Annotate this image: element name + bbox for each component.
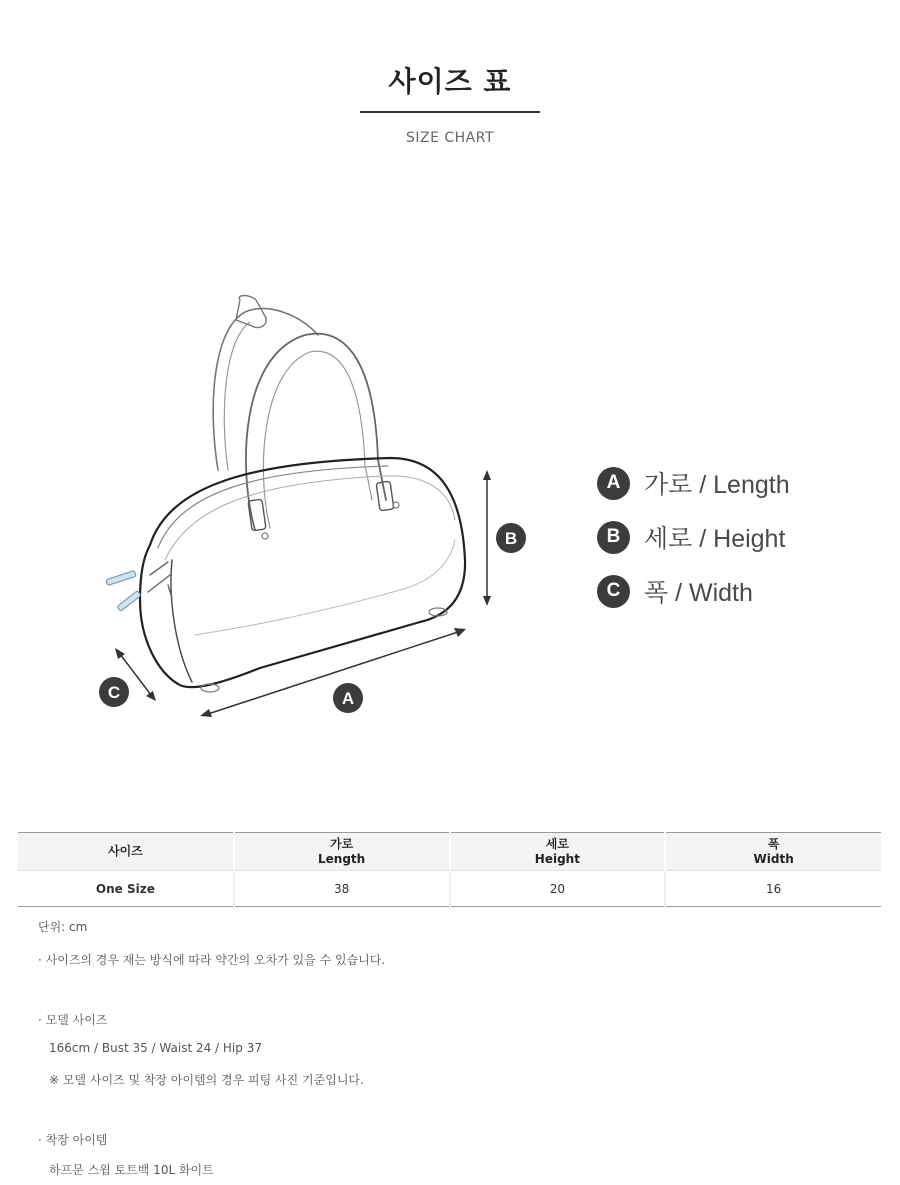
width-arrowhead-bottom <box>146 691 156 701</box>
header-height <box>450 833 666 871</box>
front-handle-inner <box>263 351 372 528</box>
unit-note: 단위: cm <box>38 920 88 934</box>
handle-tab <box>236 296 266 328</box>
zipper-pull-2 <box>148 575 170 592</box>
header-width-ko: 폭 <box>767 836 780 851</box>
header-length <box>234 833 450 871</box>
cell-width: 16 <box>665 871 881 907</box>
rivet-left <box>262 533 268 539</box>
bag-front-curve <box>195 540 455 635</box>
header-length-en: Length <box>318 851 366 866</box>
bag-body <box>140 458 465 687</box>
dimension-legend <box>597 456 790 618</box>
header-length-ko: 가로 <box>330 836 354 851</box>
badge-c-label: C <box>107 683 121 702</box>
model-size-value: 166cm / Bust 35 / Waist 24 / Hip 37 <box>49 1041 262 1055</box>
height-arrowhead-top <box>483 470 491 480</box>
header-size-label: 사이즈 <box>107 844 143 858</box>
header-height-en: Height <box>534 851 580 866</box>
page-title: 사이즈 표 <box>388 65 512 98</box>
model-size-heading: · 모델 사이즈 <box>38 1013 108 1027</box>
legend-row-length <box>597 456 790 510</box>
zipper-pull-1 <box>150 562 168 575</box>
legend-text-width: 폭 / Width <box>644 579 753 607</box>
title-divider <box>360 111 540 113</box>
header-width-en: Width <box>753 851 794 866</box>
cell-length: 38 <box>234 871 450 907</box>
back-handle <box>213 309 318 470</box>
header-width <box>665 833 881 871</box>
cell-size-label: One Size <box>18 871 234 907</box>
tolerance-note: · 사이즈의 경우 재는 방식에 따라 약간의 오차가 있을 수 있습니다. <box>38 953 386 967</box>
model-size-note: ※ 모델 사이즈 및 착장 아이템의 경우 피팅 사진 기준입니다. <box>49 1073 364 1087</box>
badge-b-label: B <box>504 529 518 548</box>
header-size <box>18 833 234 871</box>
page-subtitle: SIZE CHART <box>405 130 495 146</box>
worn-item-name: 하프문 스윔 토트백 10L 화이트 <box>49 1163 214 1177</box>
height-arrowhead-bottom <box>483 596 491 606</box>
table-row <box>18 871 881 907</box>
front-handle <box>246 334 386 530</box>
bag-top-panel <box>165 476 455 560</box>
worn-item-heading: · 착장 아이템 <box>38 1133 108 1147</box>
header-height-ko: 세로 <box>545 836 569 851</box>
legend-row-height <box>597 510 790 564</box>
zipper-tag-1 <box>106 571 136 586</box>
legend-text-length: 가로 / Length <box>644 471 790 499</box>
size-table <box>18 832 881 907</box>
legend-badge-c: C <box>597 575 630 608</box>
legend-row-width <box>597 564 790 618</box>
zipper-tag-2 <box>117 591 141 612</box>
legend-text-height: 세로 / Height <box>644 525 786 553</box>
bag-side-panel <box>171 560 192 682</box>
width-arrowhead-top <box>115 648 125 659</box>
legend-badge-b: B <box>597 521 630 554</box>
legend-badge-a: A <box>597 467 630 500</box>
size-table-header-row <box>18 833 881 871</box>
badge-a-label: A <box>341 689 355 708</box>
length-arrowhead-left <box>200 709 212 717</box>
cell-height: 20 <box>450 871 666 907</box>
